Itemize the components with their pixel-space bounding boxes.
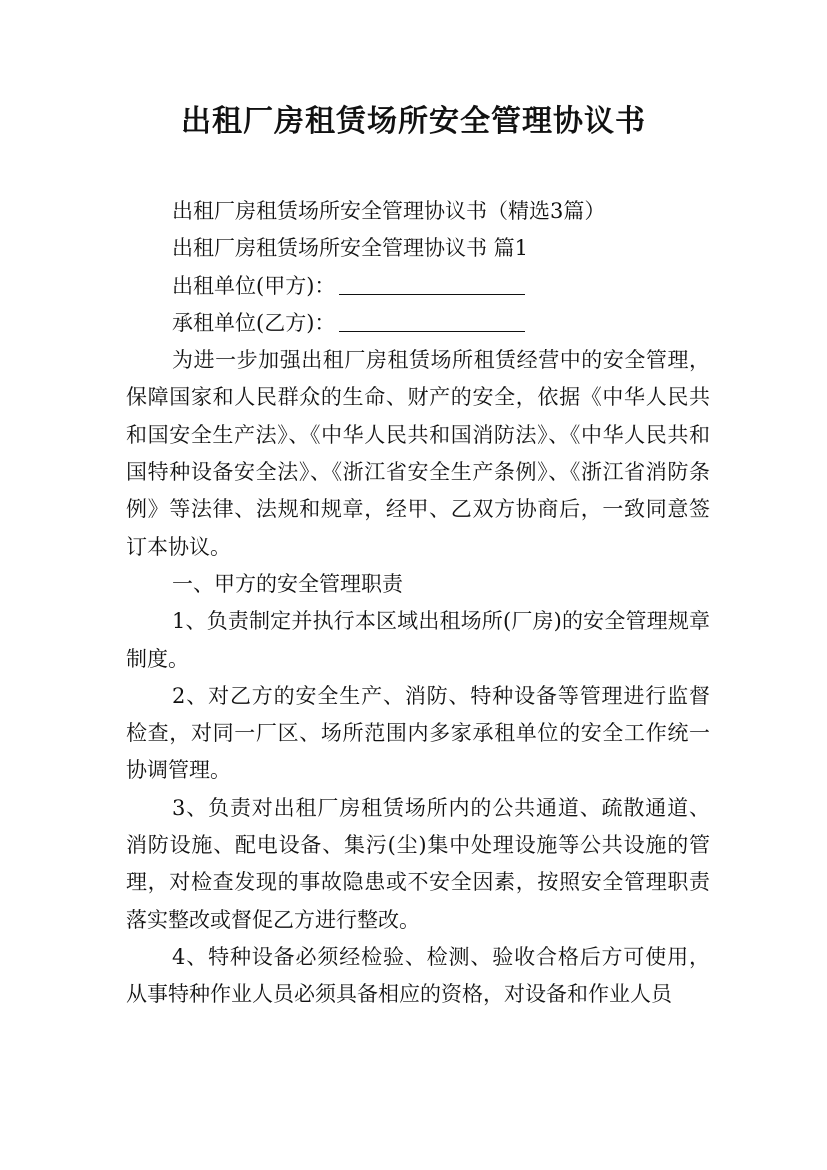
intro-paragraph: 为进一步加强出租厂房租赁场所租赁经营中的安全管理，保障国家和人民群众的生命、财产的安全，依据《中华人民共和国安全生产法》、《中华人民共和国消防法》、《中华人民共和国特种设备安全法》、《浙江省安全生产条例》、《浙江省消防条例》等法律、法规和规章，经甲、乙双方协商后，一致同意签订本协议。 [126,348,710,559]
section-heading: 出租厂房租赁场所安全管理协议书 篇1 [172,236,529,261]
lessor-label: 出租单位(甲方)： [172,273,336,298]
clause-paragraph: 3、负责对出租厂房租赁场所内的公共通道、疏散通道、消防设施、配电设备、集污(尘)集中处理设施等公共设施的管理，对检查发现的事故隐患或不安全因素，按照安全管理职责落实整改或督促乙方进行整改。 [126,795,710,932]
party-a-heading: 一、甲方的安全管理职责 [172,571,403,596]
lessor-blank-field [339,274,525,295]
clause-paragraph: 1、负责制定并执行本区域出租场所(厂房)的安全管理规章制度。 [126,609,710,671]
clause-paragraph: 2、对乙方的安全生产、消防、特种设备等管理进行监督检查，对同一厂区、场所范围内多家承租单位的安全工作统一协调管理。 [126,683,710,783]
document-subtitle: 出租厂房租赁场所安全管理协议书（精选3篇） [172,199,606,223]
lessee-line [126,305,710,342]
document-body [126,193,710,1014]
clause-paragraph: 4、特种设备必须经检验、检测、验收合格后方可使用，从事特种作业人员必须具备相应的资格，对设备和作业人员 [126,944,710,1007]
document-title: 出租厂房租赁场所安全管理协议书 [181,104,646,139]
lessor-line [126,268,710,305]
lessee-label: 承租单位(乙方)： [172,310,336,335]
lessee-blank-field [339,311,525,332]
